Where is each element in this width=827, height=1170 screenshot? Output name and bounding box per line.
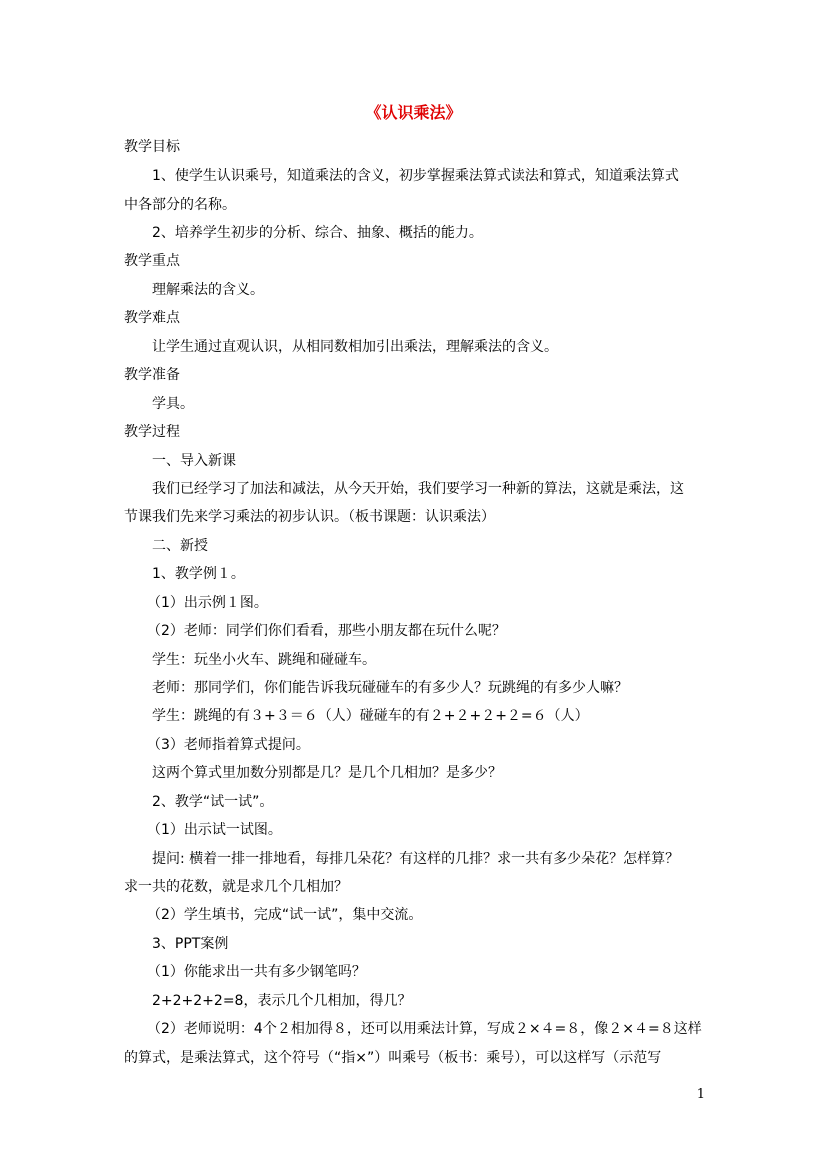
paragraph-line: 1、教学例１。 bbox=[152, 566, 245, 582]
paragraph-line: 的算式，是乘法算式，这个符号（“指×”）叫乘号（板书：乘号），可以这样写（示范写 bbox=[124, 1050, 662, 1066]
paragraph-line: 学生：跳绳的有３+３＝６（人）碰碰车的有２+２+２+２=６（人） bbox=[152, 708, 589, 724]
page-number: 1 bbox=[696, 1087, 705, 1102]
paragraph-line: 这两个算式里加数分别都是几？是几个几相加？是多少？ bbox=[152, 765, 502, 781]
paragraph-line: 学具。 bbox=[152, 396, 194, 412]
paragraph-line: （1）出示试一试图。 bbox=[147, 822, 282, 838]
paragraph-line: 3、PPT案例 bbox=[152, 936, 229, 952]
heading-teaching-goals: 教学目标 bbox=[124, 139, 180, 155]
paragraph-line: 理解乘法的含义。 bbox=[152, 282, 264, 298]
paragraph-line: （1）出示例１图。 bbox=[147, 595, 268, 611]
paragraph-line: 1、使学生认识乘号，知道乘法的含义，初步掌握乘法算式读法和算式，知道乘法算式 bbox=[152, 168, 679, 184]
paragraph-line: 老师：那同学们，你们能告诉我玩碰碰车的有多少人？玩跳绳的有多少人嘛？ bbox=[152, 680, 628, 696]
heading-difficulties: 教学难点 bbox=[124, 310, 180, 326]
paragraph-line: 学生：玩坐小火车、跳绳和碰碰车。 bbox=[152, 652, 376, 668]
paragraph-line: （2）老师说明：4个２相加得８，还可以用乘法计算，写成２×４=８，像２×４=８这样 bbox=[147, 1021, 702, 1037]
paragraph-line: 让学生通过直观认识，从相同数相加引出乘法，理解乘法的含义。 bbox=[152, 339, 558, 355]
paragraph-line: （1）你能求出一共有多少钢笔吗？ bbox=[147, 964, 366, 980]
paragraph-line: 提问: 横着一排一排地看，每排几朵花？有这样的几排？求一共有多少朵花？怎样算？ bbox=[152, 851, 680, 867]
paragraph-line: 2、教学“试一试”。 bbox=[152, 794, 274, 810]
heading-process: 教学过程 bbox=[124, 424, 180, 440]
paragraph-line: 2、培养学生初步的分析、综合、抽象、概括的能力。 bbox=[152, 225, 483, 241]
paragraph-line: 我们已经学习了加法和减法，从今天开始，我们要学习一种新的算法，这就是乘法，这 bbox=[152, 481, 684, 497]
heading-key-points: 教学重点 bbox=[124, 253, 180, 269]
paragraph-line: 中各部分的名称。 bbox=[124, 197, 236, 213]
paragraph-line: （2）学生填书，完成“试一试”，集中交流。 bbox=[147, 907, 423, 923]
section-heading: 一、导入新课 bbox=[152, 453, 236, 469]
paragraph-line: （2）老师：同学们你们看看，那些小朋友都在玩什么呢？ bbox=[147, 623, 506, 639]
section-heading: 二、新授 bbox=[152, 538, 208, 554]
document-title: 《认识乘法》 bbox=[365, 103, 462, 122]
paragraph-line: 求一共的花数，就是求几个几相加？ bbox=[124, 879, 348, 895]
heading-preparation: 教学准备 bbox=[124, 367, 180, 383]
paragraph-line: 节课我们先来学习乘法的初步认识。（板书课题：认识乘法） bbox=[124, 509, 495, 525]
paragraph-line: （3）老师指着算式提问。 bbox=[147, 737, 310, 753]
paragraph-line: 2+2+2+2=8，表示几个几相加，得几？ bbox=[152, 993, 412, 1009]
